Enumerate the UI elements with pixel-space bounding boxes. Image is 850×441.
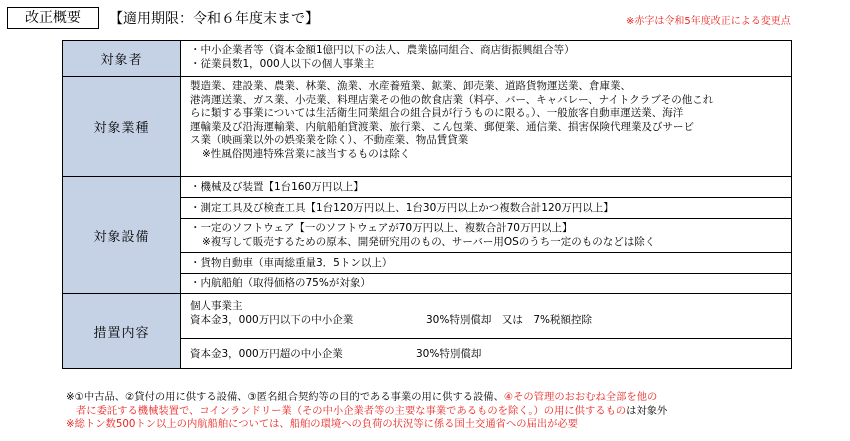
text-line: ス業（映画業以外の娯楽業を除く）、不動産業、物品賃貸業 [190,134,469,147]
label-target-industry: 対象業種 [63,77,181,177]
row-target-equipment [63,177,792,294]
text-line: 港湾運送業、ガス業、小売業、料理店業その他の飲食店業（料亭、バー、キャバレー、ナイトクラブその他これ [190,93,714,106]
label-target-equipment: 対象設備 [63,177,181,294]
content-measures [181,294,792,369]
text-line: 運輸業及び沿海運輸業、内航船舶貸渡業、旅行業、こん包業、郵便業、通信業、損害保険代理業及びサービ [190,120,694,133]
measures-small: 個人事業主 資本金3，000万円以下の中小企業 30%特別償却 又は 7%税額控除 [181,294,791,339]
footnote-line: ※①中古品、②貸付の用に供する設備、③匿名組合契約等の目的である事業の用に供する設備、④その管理のおおむね全部を他の [66,391,658,403]
summary-table [62,40,792,369]
measures-large: 資本金3，000万円超の中小企業 30%特別償却 [190,348,482,360]
text-line: ※性風俗関連特殊営業に該当するものは除く [202,147,411,160]
row-target-industry [63,77,792,177]
equipment-item: ・貨物自動車（車両総重量3．5トン以上） [181,253,791,274]
content-target-equipment [181,177,792,294]
footnotes [66,391,846,432]
label-measures: 措置内容 [63,294,181,369]
text-line: らに類する事業については生活衛生同業組合の組合員が行うものに限る。）、一般旅客自動車運送業、海洋 [190,107,684,120]
content-target-person [181,41,792,77]
equipment-item: ・機械及び装置【1台160万円以上】 [181,177,791,198]
footnote-line: 者に委託する機械装置で、コインランドリー業（その中小企業者等の主要な事業であるものを除く。）の用に供するものは対象外 [76,404,668,417]
text-line: 製造業、建設業、農業、林業、漁業、水産養殖業、鉱業、卸売業、道路貨物運送業、倉庫業、 [190,80,631,92]
content-target-industry [181,77,792,177]
equipment-item: ・内航船舶（取得価格の75%が対象） [190,277,371,289]
label-target-person: 対象者 [63,41,181,77]
equipment-item: ・測定工具及び検査工具【1台120万円以上、1台30万円以上かつ複数合計120万円以上】 [181,198,791,219]
text-line: ・従業員数1，000人以下の個人事業主 [190,57,375,70]
row-measures [63,294,792,369]
equipment-item: ・一定のソフトウェア【一のソフトウェアが70万円以上、複数合計70万円以上】 ※複写して販売するための原本、開発研究用のもの、サーバー用OSのうち一定のものなどは除く [181,219,791,253]
row-target-person [63,41,792,77]
text-line: ・中小企業者等（資本金額1億円以下の法人、農業協同組合、商店街振興組合等） [190,44,575,56]
page-title: 改正概要 [7,7,99,29]
applicable-period: 【適用期限：令和６年度末まで】 [109,11,319,27]
change-note: ※赤字は令和5年度改正による変更点 [626,16,791,27]
footnote-line: ※総トン数500トン以上の内航船舶については、船舶の環境への負荷の状況等に係る国土交通省への届出が必要 [66,418,579,430]
